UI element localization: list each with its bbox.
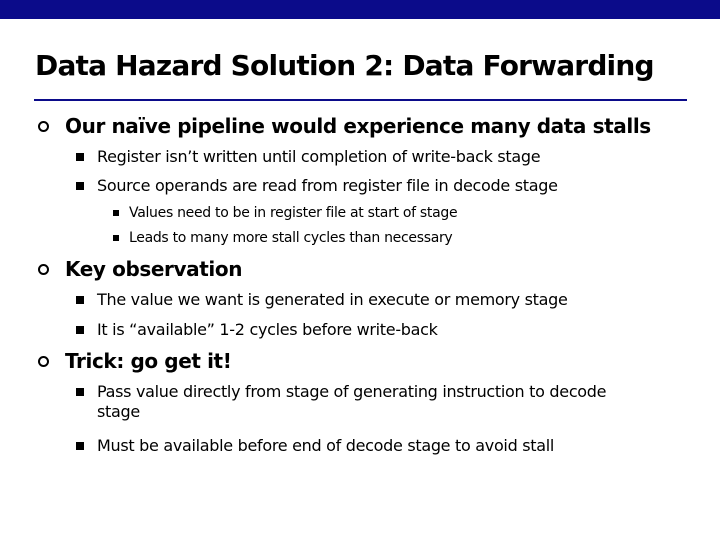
slide-title: Data Hazard Solution 2: Data Forwarding <box>35 49 654 82</box>
hollow-circle-bullet-icon <box>38 264 49 275</box>
subbullet-text: Pass value directly from stage of generating instruction to decode stage <box>97 382 607 421</box>
hollow-circle-bullet-icon <box>38 121 49 132</box>
title-underline <box>34 99 687 101</box>
square-bullet-icon <box>76 442 84 450</box>
square-bullet-icon <box>76 153 84 161</box>
bullet-text: Our naïve pipeline would experience many data stalls <box>65 114 651 138</box>
top-accent-bar <box>0 0 720 19</box>
bullet-text: Key observation <box>65 257 243 281</box>
subbullet-text: It is “available” 1-2 cycles before write-back <box>97 320 438 339</box>
subbullet-text: The value we want is generated in execute or memory stage <box>97 290 568 309</box>
bullet-text: Trick: go get it! <box>65 349 232 373</box>
square-bullet-icon <box>76 388 84 396</box>
subsubbullet-text: Values need to be in register file at start of stage <box>129 205 458 221</box>
square-bullet-icon <box>76 182 84 190</box>
subbullet-text: Must be available before end of decode stage to avoid stall <box>97 436 555 455</box>
subbullet-text: Source operands are read from register file in decode stage <box>97 176 558 195</box>
small-square-bullet-icon <box>113 235 119 241</box>
square-bullet-icon <box>76 296 84 304</box>
small-square-bullet-icon <box>113 210 119 216</box>
hollow-circle-bullet-icon <box>38 356 49 367</box>
square-bullet-icon <box>76 326 84 334</box>
subbullet-text: Register isn’t written until completion of write-back stage <box>97 147 541 166</box>
subsubbullet-text: Leads to many more stall cycles than necessary <box>129 230 453 246</box>
